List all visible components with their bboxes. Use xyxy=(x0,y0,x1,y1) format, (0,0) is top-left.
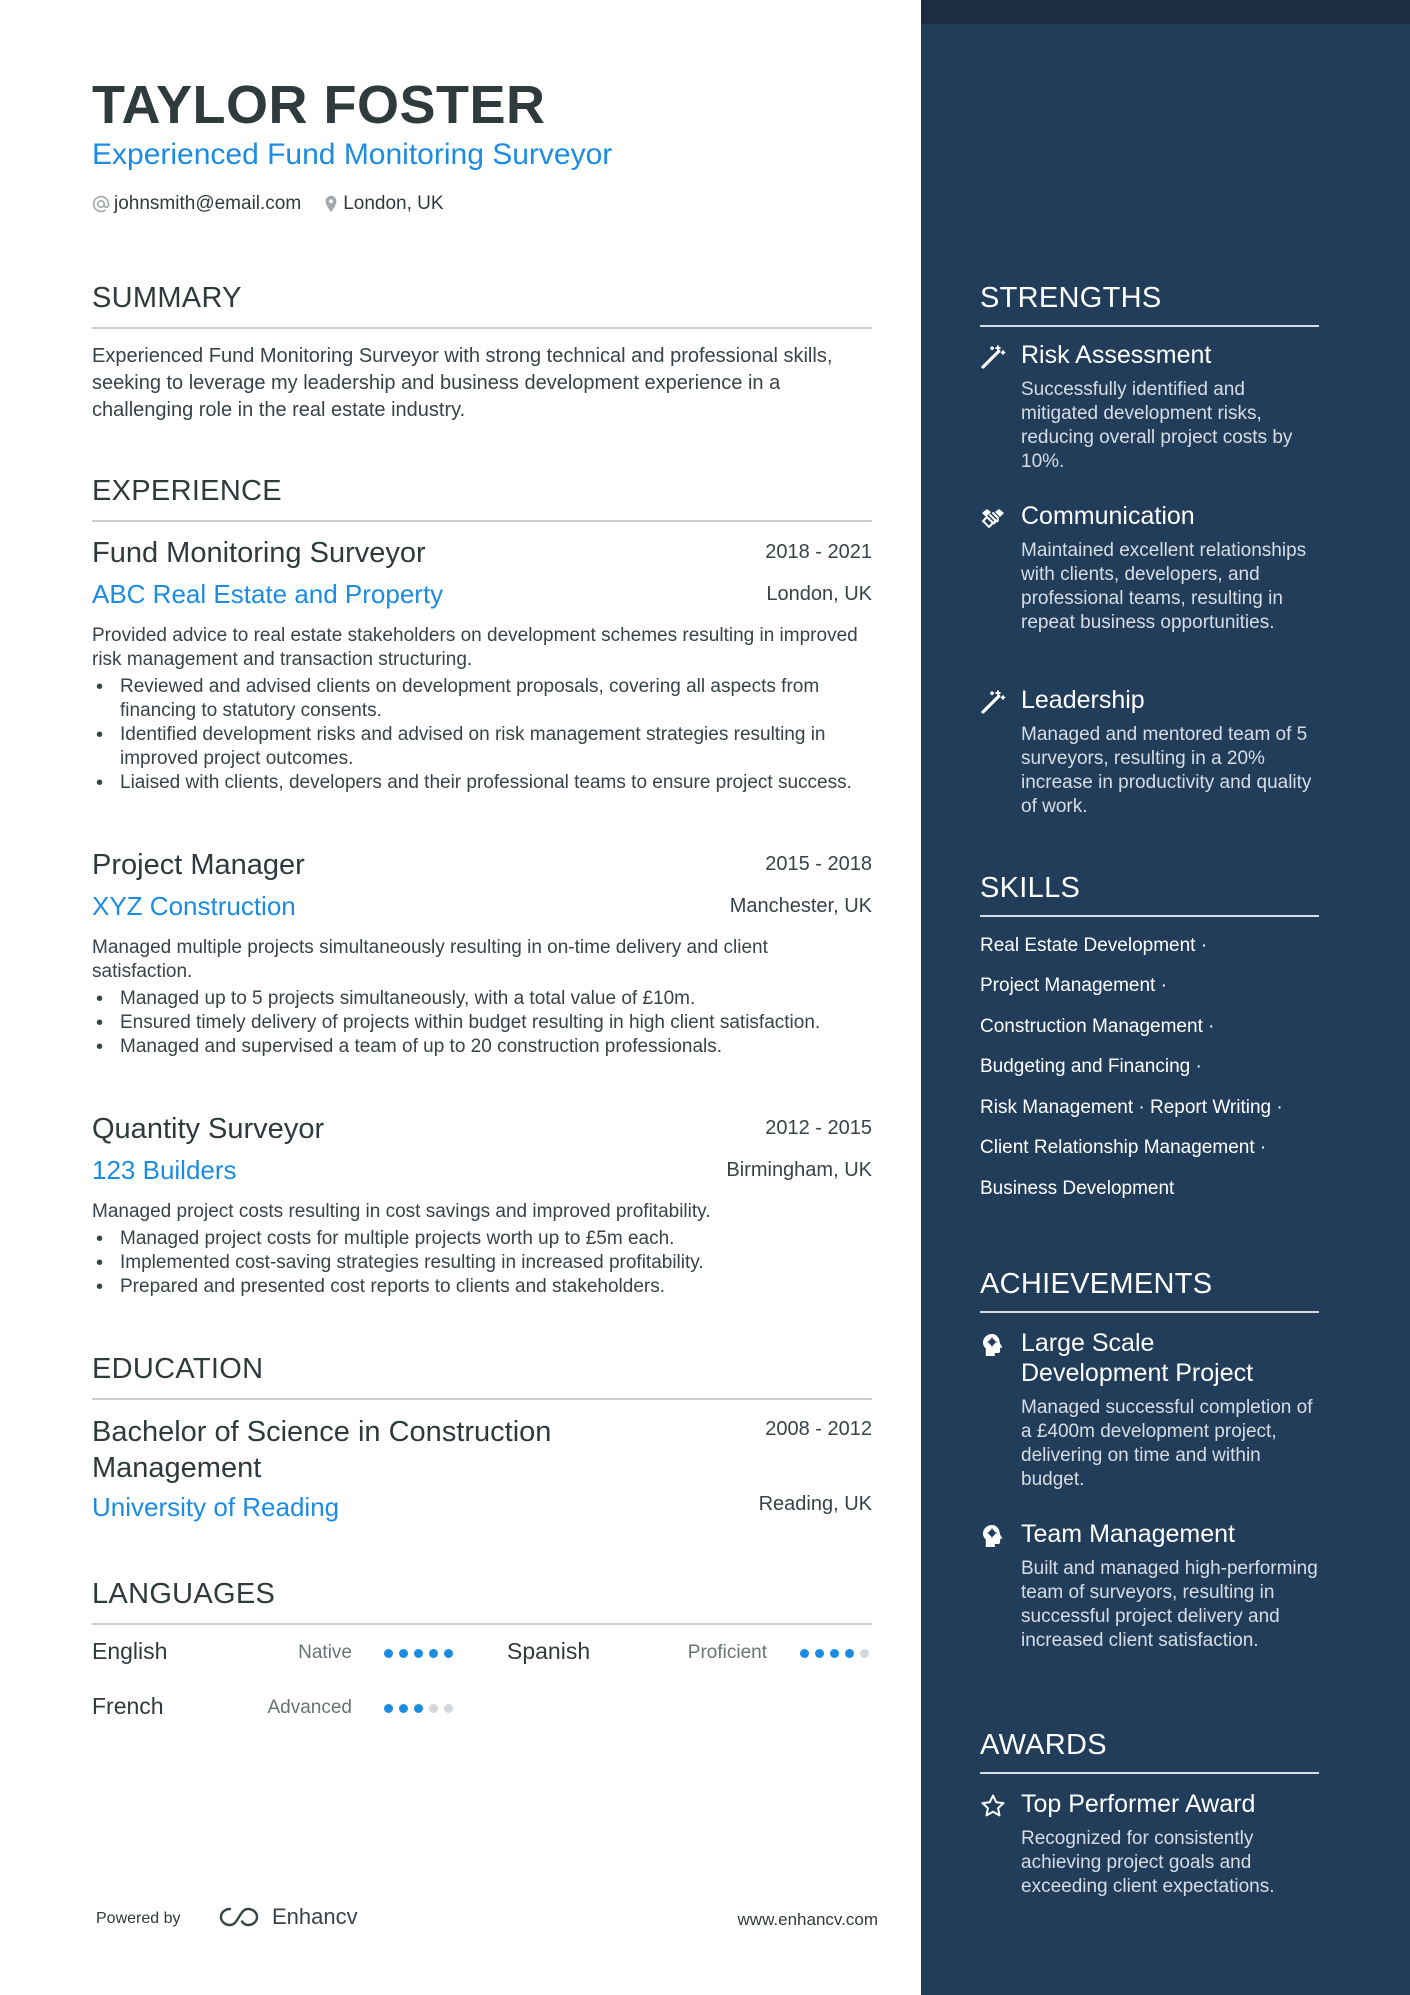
list-item: • Liaised with clients, developers and their professional teams to ensure project success. xyxy=(92,771,872,795)
candidate-title: Experienced Fund Monitoring Surveyor xyxy=(92,138,613,171)
email-text: johnsmith@email.com xyxy=(114,193,302,214)
enhancv-logo[interactable] xyxy=(216,1904,358,1930)
sidebar xyxy=(921,0,1410,1995)
job-bullets xyxy=(92,987,872,1059)
list-item: • Prepared and presented cost reports to clients and stakeholders. xyxy=(92,1275,872,1299)
rating-dot-filled xyxy=(399,1649,408,1658)
enhancv-logo-icon xyxy=(216,1905,264,1929)
job-description: Managed multiple projects simultaneously resulting in on-time delivery and client satisfaction. xyxy=(92,937,768,982)
list-item: • Managed project costs for multiple projects worth up to £5m each. xyxy=(92,1227,872,1251)
website-link[interactable]: www.enhancv.com xyxy=(737,1910,878,1929)
job-company: ABC Real Estate and Property xyxy=(92,579,444,609)
strength-item xyxy=(980,501,1320,635)
degree-title xyxy=(92,1414,872,1486)
language-name: Spanish xyxy=(507,1638,591,1664)
contact-bar xyxy=(92,193,466,215)
award-title: Top Performer Award xyxy=(1021,1790,1256,1818)
job-location: London, UK xyxy=(766,583,872,605)
job-dates: 2015 - 2018 xyxy=(765,853,872,875)
job-bullets xyxy=(92,1227,872,1299)
rating-dot-filled xyxy=(384,1704,393,1713)
job-company: 123 Builders xyxy=(92,1155,237,1185)
magic-wand-icon xyxy=(980,344,1006,370)
rating-dot-filled xyxy=(444,1649,453,1658)
location-text: London, UK xyxy=(343,193,444,214)
powered-by-text: Powered by xyxy=(96,1910,181,1927)
language-name: French xyxy=(92,1693,164,1719)
award-description: Recognized for consistently achieving project goals and exceeding client expectations. xyxy=(1021,1828,1275,1897)
experience-heading: EXPERIENCE xyxy=(92,475,872,522)
rating-dot-filled xyxy=(830,1649,839,1658)
rating-dot-filled xyxy=(429,1649,438,1658)
strength-title: Leadership xyxy=(1021,686,1145,714)
strength-item xyxy=(980,340,1320,474)
list-item: • Implemented cost-saving strategies resulting in increased profitability. xyxy=(92,1251,872,1275)
list-item: • Ensured timely delivery of projects within budget resulting in high client satisfaction. xyxy=(92,1011,872,1035)
language-rating xyxy=(384,1704,459,1713)
language-name: English xyxy=(92,1638,168,1664)
rating-dot-filled xyxy=(800,1649,809,1658)
language-level: Advanced xyxy=(267,1697,352,1718)
job-location: Manchester, UK xyxy=(729,895,872,917)
job-title: Project Manager xyxy=(92,849,305,881)
school-location: Reading, UK xyxy=(758,1493,872,1515)
job-dates: 2018 - 2021 xyxy=(765,541,872,563)
achievement-title-line: Large Scale xyxy=(1021,1329,1155,1357)
contact-location xyxy=(323,193,443,215)
job-title: Fund Monitoring Surveyor xyxy=(92,537,426,569)
footer xyxy=(96,1904,878,1934)
degree-line: Management xyxy=(92,1452,262,1484)
job-entry xyxy=(92,1113,872,1299)
rating-dot-filled xyxy=(414,1704,423,1713)
education-entry xyxy=(92,1414,872,1523)
rating-dot-filled xyxy=(414,1649,423,1658)
location-pin-icon xyxy=(323,195,339,213)
head-idea-icon xyxy=(980,1332,1006,1358)
star-icon xyxy=(980,1793,1006,1819)
skill-line: Real Estate Development · xyxy=(980,935,1208,956)
rating-dot-empty xyxy=(429,1704,438,1713)
head-idea-icon xyxy=(980,1523,1006,1549)
rating-dot-filled xyxy=(845,1649,854,1658)
job-bullets xyxy=(92,675,872,795)
rating-dot-filled xyxy=(399,1704,408,1713)
strength-description: Managed and mentored team of 5 surveyors, resulting in a 20% increase in productivity and quality of work. xyxy=(1021,724,1312,817)
job-company: XYZ Construction xyxy=(92,891,296,921)
strength-description: Successfully identified and mitigated development risks, reducing overall project costs by 10%. xyxy=(1021,379,1293,472)
summary-text: Experienced Fund Monitoring Surveyor with strong technical and professional skills, seeking to leverage my leadership and business development experience in a challenging role in the real estate industry. xyxy=(92,345,833,421)
award-item xyxy=(980,1789,1320,1899)
candidate-name: TAYLOR FOSTER xyxy=(92,75,546,135)
rating-dot-empty xyxy=(444,1704,453,1713)
summary-heading: SUMMARY xyxy=(92,282,872,329)
achievement-title-line: Development Project xyxy=(1021,1359,1254,1387)
job-title: Quantity Surveyor xyxy=(92,1113,325,1145)
achievement-description: Built and managed high-performing team of surveyors, resulting in successful project delivery and increased client satisfaction. xyxy=(1021,1558,1318,1651)
achievements-heading: ACHIEVEMENTS xyxy=(980,1268,1319,1313)
brand-name: Enhancv xyxy=(272,1904,358,1929)
list-item: • Reviewed and advised clients on development proposals, covering all aspects from financing to statutory consents. xyxy=(92,675,872,723)
degree-line: Bachelor of Science in Construction xyxy=(92,1416,552,1448)
strength-title: Risk Assessment xyxy=(1021,341,1212,369)
sidebar-top-band xyxy=(921,0,1410,24)
list-item: • Managed up to 5 projects simultaneously, with a total value of £10m. xyxy=(92,987,872,1011)
rating-dot-filled xyxy=(384,1649,393,1658)
education-dates: 2008 - 2012 xyxy=(765,1418,872,1440)
strengths-heading: STRENGTHS xyxy=(980,282,1319,327)
achievement-title xyxy=(1021,1519,1320,1549)
skill-line: Business Development xyxy=(980,1178,1175,1199)
strength-item xyxy=(980,685,1320,819)
job-description: Provided advice to real estate stakeholders on development schemes resulting in improved risk management and transaction structuring. xyxy=(92,625,858,670)
school-name: University of Reading xyxy=(92,1492,340,1522)
job-entry xyxy=(92,537,872,795)
skill-line: Budgeting and Financing · xyxy=(980,1056,1202,1077)
skills-heading: SKILLS xyxy=(980,872,1319,917)
strength-description: Maintained excellent relationships with clients, developers, and professional teams, resulting in repeat business opportunities. xyxy=(1021,540,1307,633)
rating-dot-empty xyxy=(860,1649,869,1658)
achievement-item xyxy=(980,1328,1320,1492)
list-item: • Managed and supervised a team of up to 20 construction professionals. xyxy=(92,1035,872,1059)
achievement-description: Managed successful completion of a £400m development project, delivering on time and within budget. xyxy=(1021,1397,1313,1490)
handshake-icon xyxy=(980,505,1006,531)
achievement-item xyxy=(980,1519,1320,1653)
magic-wand-icon xyxy=(980,689,1006,715)
skill-line: Client Relationship Management · xyxy=(980,1137,1267,1158)
education-heading: EDUCATION xyxy=(92,1353,872,1400)
job-dates: 2012 - 2015 xyxy=(765,1117,872,1139)
job-location: Birmingham, UK xyxy=(726,1159,872,1181)
strength-title: Communication xyxy=(1021,502,1195,530)
languages-heading: LANGUAGES xyxy=(92,1578,872,1625)
achievement-title xyxy=(1021,1328,1320,1388)
achievement-title-line: Team Management xyxy=(1021,1520,1236,1548)
rating-dot-filled xyxy=(815,1649,824,1658)
skill-line: Risk Management · Report Writing · xyxy=(980,1097,1283,1118)
language-level: Proficient xyxy=(687,1642,767,1663)
contact-email[interactable] xyxy=(92,193,301,215)
job-description: Managed project costs resulting in cost savings and improved profitability. xyxy=(92,1201,711,1222)
language-rating xyxy=(800,1649,875,1658)
skill-line: Construction Management · xyxy=(980,1016,1215,1037)
language-level: Native xyxy=(298,1642,352,1663)
skill-line: Project Management · xyxy=(980,975,1167,996)
job-entry xyxy=(92,849,872,1059)
language-rating xyxy=(384,1649,459,1658)
list-item: • Identified development risks and advised on risk management strategies resulting in improved project outcomes. xyxy=(92,723,872,771)
at-icon xyxy=(92,195,110,213)
awards-heading: AWARDS xyxy=(980,1729,1319,1774)
